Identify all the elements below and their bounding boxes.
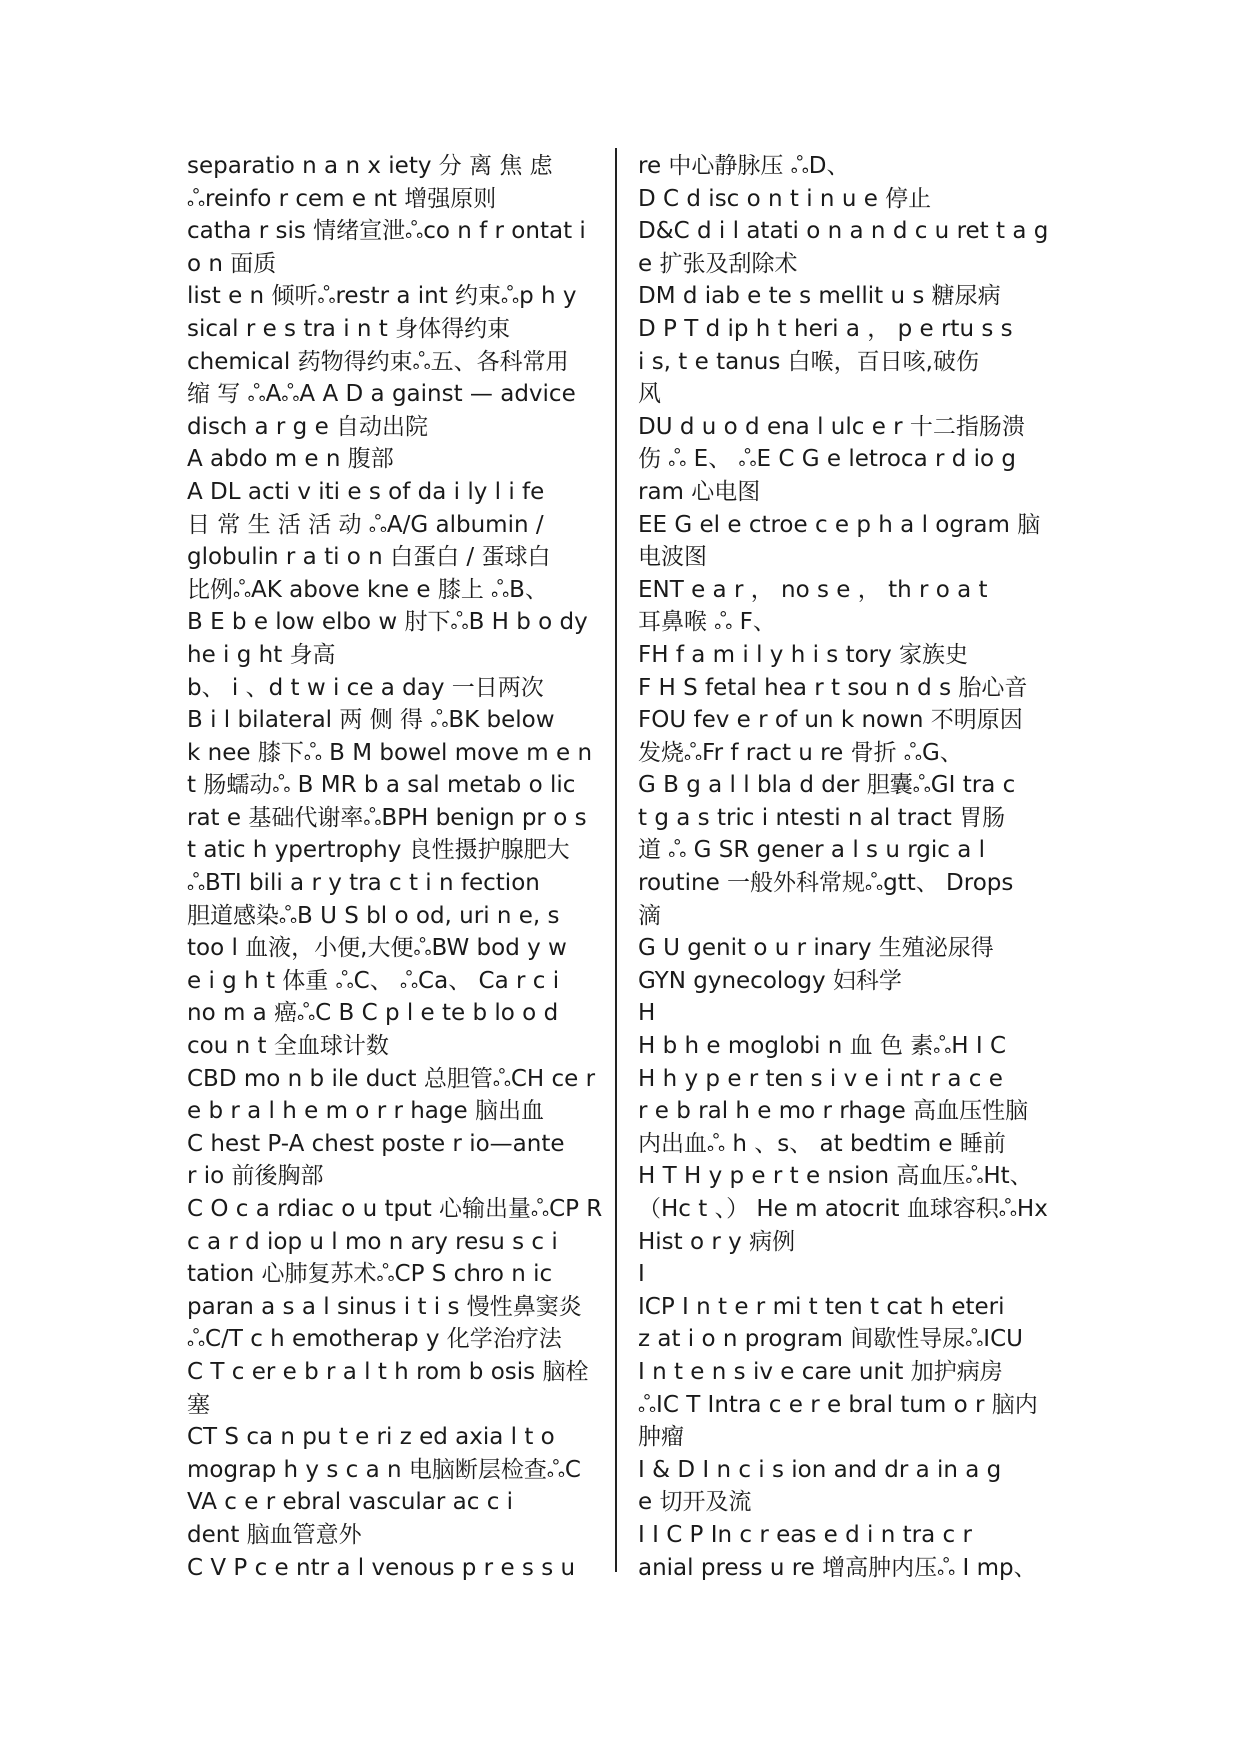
right-column-line: 肿瘤 [638, 1424, 684, 1451]
right-column-line: F H S fetal hea r t sou n d s 胎心音 [638, 674, 1028, 701]
left-column-line: e i g h t 体重 ஃC、 ஃCa、 Ca r c i [187, 967, 560, 994]
right-column-line: DM d iab e te s mellit u s 糖尿病 [638, 283, 1001, 310]
right-column-line: EE G el e ctroe c e p h a l ogram 脑 [638, 511, 1041, 538]
left-column-line: ஃC/T c h emotherap y 化学治疗法 [187, 1326, 562, 1353]
left-column-line: t atic h ypertrophy 良性摄护腺肥大 [187, 837, 570, 864]
right-column-line: I I C P In c r eas e d i n tra c r [638, 1521, 972, 1548]
right-column-line: routine 一般外科常规ஃgtt、 Drops [638, 870, 1014, 897]
right-column-line: G U genit o u r inary 生殖泌尿得 [638, 935, 994, 962]
right-column-line: FOU fev e r of un k nown 不明原因 [638, 707, 1023, 734]
left-column-line: k nee 膝下ஃ B M bowel move m e n [187, 739, 593, 766]
right-column-line: D C d isc o n t i n u e 停止 [638, 185, 932, 212]
right-column-line: e 切开及流 [638, 1489, 752, 1516]
left-column-line: VA c e r ebral vascular ac c i [187, 1489, 514, 1516]
left-column-line: CT S ca n pu t e ri z ed axia l t o [187, 1424, 555, 1451]
right-column-line: z at i o n program 间歇性导尿ஃICU [638, 1326, 1023, 1353]
right-column-line: 风 [638, 381, 661, 408]
left-column-line: globulin r a ti o n 白蛋白 / 蛋球白 [187, 544, 551, 571]
left-column-line: he i g ht 身高 [187, 641, 336, 668]
left-column-line: no m a 癌ஃC B C p l e te b lo o d [187, 1000, 559, 1027]
right-column-line: 滴 [638, 902, 661, 929]
right-column-line: H h y p e r ten s i v e i nt r a c e [638, 1065, 1003, 1092]
left-column-line: ஃreinfo r cem e nt 增强原则 [187, 185, 497, 212]
right-column-line: I n t e n s iv e care unit 加护病房 [638, 1358, 1003, 1385]
left-column-line: paran a s a l sinus i t i s 慢性鼻窦炎 [187, 1293, 582, 1320]
right-column-line: i s, t e tanus 白喉，百日咳,破伤 [638, 348, 979, 375]
left-column-line: tation 心肺复苏术ஃCP S chro n ic [187, 1261, 553, 1288]
right-column-line: 发烧ஃFr f ract u re 骨折 ஃG、 [638, 739, 963, 766]
right-column-line: 伤 ஃ E、 ஃE C G e letroca r d io g [638, 446, 1017, 473]
left-column-line: 日 常 生 活 活 动 ஃA/G albumin / [187, 511, 544, 538]
right-column-line: Hist o r y 病例 [638, 1228, 796, 1255]
left-column-line: A DL acti v iti e s of da i ly l i fe [187, 478, 545, 505]
left-column-line: b、 i 、d t w i ce a day 一日两次 [187, 674, 544, 701]
right-column-line: e 扩张及刮除术 [638, 250, 798, 277]
left-column-line: C V P c e ntr a l venous p r e s s u [187, 1554, 576, 1581]
right-column-line: ஃIC T Intra c e r e bral tum o r 脑内 [638, 1391, 1038, 1418]
left-column-line: B E b e low elbo w 肘下ஃB H b o dy [187, 609, 588, 636]
left-column-line: sical r e s tra i n t 身体得约束 [187, 315, 511, 342]
right-column-line: FH f a m i l y h i s tory 家族史 [638, 641, 969, 668]
right-column-line: ENT e a r ， no s e ， th r o a t [638, 576, 988, 603]
column-divider [615, 148, 617, 1572]
left-column-line: dent 脑血管意外 [187, 1521, 362, 1548]
right-column-line: H [638, 1000, 656, 1027]
left-column-line: rat e 基础代谢率ஃBPH benign pr o s [187, 804, 587, 831]
right-column-line: D&C d i l atati o n a n d c u ret t a g [638, 218, 1049, 245]
left-column-line: mograp h y s c a n 电脑断层检查ஃC [187, 1456, 581, 1483]
right-column-line: 耳鼻喉 ஃ F、 [638, 609, 776, 636]
right-column-line: r e b ral h e mo r rhage 高血压性脑 [638, 1098, 1029, 1125]
left-column-line: separatio n a n x iety 分 离 焦 虑 [187, 153, 553, 179]
left-column-line: cou n t 全血球计数 [187, 1033, 389, 1060]
right-column-line: anial press u re 增高肿内压ஃ I mp、 [638, 1554, 1037, 1581]
left-column-line: A abdo m e n 腹部 [187, 446, 394, 473]
left-column-line: 比例ஃAK above kne e 膝上 ஃB、 [187, 576, 548, 603]
left-column-line: t 肠蠕动ஃ B MR b a sal metab o lic [187, 772, 576, 799]
right-column-line: G B g a l l bla d der 胆囊ஃGI tra c [638, 772, 1016, 799]
right-column-line: DU d u o d ena l ulc e r 十二指肠溃 [638, 413, 1025, 440]
left-column-line: catha r sis 情绪宣泄ஃco n f r ontat i [187, 218, 586, 245]
right-column-line: 电波图 [638, 544, 707, 571]
right-column-line: t g a s tric i ntesti n al tract 胃肠 [638, 804, 1006, 831]
right-column-line: I [638, 1261, 645, 1288]
left-column-line: o n 面质 [187, 250, 277, 277]
left-column-line: 塞 [187, 1391, 210, 1418]
left-column-line: disch a r g e 自动出院 [187, 413, 429, 440]
left-column-line: CBD mo n b ile duct 总胆管ஃCH ce r [187, 1065, 596, 1092]
right-column-line: GYN gynecology 妇科学 [638, 967, 902, 994]
right-column-line: D P T d ip h t heri a ， p e rtu s s [638, 315, 1013, 342]
right-column-line: 道 ஃ G SR gener a l s u rgic a l [638, 837, 986, 864]
right-column-line: H b h e moglobi n 血 色 素ஃH I C [638, 1033, 1007, 1060]
right-column-line: ram 心电图 [638, 478, 761, 505]
left-column-line: C O c a rdiac o u tput 心输出量ஃCP R [187, 1196, 603, 1222]
right-column-line: ICP I n t e r mi t ten t cat h eteri [638, 1293, 1005, 1320]
left-column-line: chemical 药物得约束ஃ五、各科常用 [187, 348, 569, 375]
left-column-line: B i l bilateral 两 侧 得 ஃBK below [187, 707, 555, 734]
left-column-line: 缩 写 ஃAஃA A D a gainst — advice [187, 381, 576, 408]
left-column-line: r io 前後胸部 [187, 1163, 324, 1190]
left-column-line: c a r d iop u l mo n ary resu s c i [187, 1228, 558, 1255]
right-column-line: I & D I n c i s ion and dr a in a g [638, 1456, 1002, 1483]
left-column-line: e b r a l h e m o r r hage 脑出血 [187, 1098, 544, 1125]
left-column-line: too l 血液，小便,大便ஃBW bod y w [187, 935, 567, 962]
left-column-line: ஃBTI bili a r y tra c t i n fection [187, 870, 540, 897]
left-column-line: C T c er e b r a l t h rom b osis 脑栓 [187, 1358, 589, 1385]
right-column-line: （Hc t 、） He m atocrit 血球容积ஃHx [638, 1196, 1048, 1222]
right-column-line: re 中心静脉压 ஃD、 [638, 153, 850, 179]
right-column-line: 内出血ஃ h 、s、 at bedtim e 睡前 [638, 1130, 1006, 1157]
right-column [638, 150, 1049, 1584]
left-column-line: 胆道感染ஃB U S bl o od, uri n e, s [187, 902, 560, 929]
left-column-line: list e n 倾听ஃrestr a int 约束ஃp h y [187, 283, 577, 310]
left-column [187, 150, 603, 1584]
left-column-line: C hest P-A chest poste r io—ante [187, 1130, 565, 1157]
right-column-line: H T H y p e r t e nsion 高血压ஃHt、 [638, 1163, 1033, 1190]
